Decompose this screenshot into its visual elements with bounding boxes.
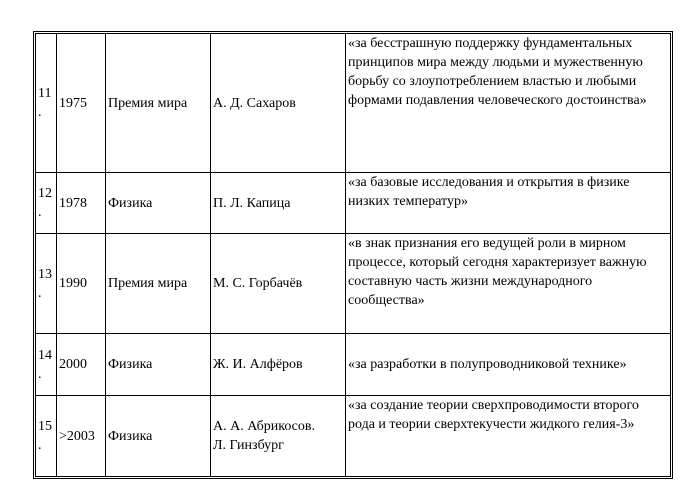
row-number-cell xyxy=(36,234,57,334)
year-cell: 1975 xyxy=(57,34,106,173)
row-number-dot: . xyxy=(38,285,42,301)
field-cell: Физика xyxy=(106,396,211,477)
field-cell: Премия мира xyxy=(106,234,211,334)
year-cell: 2000 xyxy=(57,334,106,396)
row-number-dot: . xyxy=(38,205,42,220)
motive-cell: «за бесстрашную поддержку фундаментальных принципов мира между людьми и мужественную борьбу со злоупотреблением властью и любыми формами подавления человеческого достоинства» xyxy=(346,34,671,173)
row-number-dot: . xyxy=(38,366,42,382)
table-row xyxy=(36,334,671,396)
nobel-laureates-table xyxy=(35,33,671,477)
table-row xyxy=(36,234,671,334)
row-number-cell xyxy=(36,173,57,234)
row-number: 14 xyxy=(38,347,52,363)
field-cell: Физика xyxy=(106,334,211,396)
field-cell: Премия мира xyxy=(106,34,211,173)
row-number: 13 xyxy=(38,266,52,282)
winner-cell: А. Д. Сахаров xyxy=(211,34,346,173)
row-number-cell xyxy=(36,34,57,173)
row-number: 15 xyxy=(38,419,52,434)
row-number-dot: . xyxy=(38,105,42,120)
winner-cell: Ж. И. Алфёров xyxy=(211,334,346,396)
motive-cell: «за создание теории сверхпроводимости второго рода и теории сверхтекучести жидкого гелия-3» xyxy=(346,396,671,477)
year-cell: 1990 xyxy=(57,234,106,334)
field-cell: Физика xyxy=(106,173,211,234)
row-number-dot: . xyxy=(38,438,42,453)
row-number-cell xyxy=(36,334,57,396)
winner-cell: П. Л. Капица xyxy=(211,173,346,234)
row-number: 11 xyxy=(38,86,52,101)
winner-name-first: А. А. Абрикосов. xyxy=(213,419,315,434)
row-number: 12 xyxy=(38,186,52,201)
table-row xyxy=(36,34,671,173)
table-row xyxy=(36,396,671,477)
year-cell: 1978 xyxy=(57,173,106,234)
table-row xyxy=(36,173,671,234)
winner-cell: М. С. Горбачёв xyxy=(211,234,346,334)
motive-cell: «за базовые исследования и открытия в физике низких температур» xyxy=(346,173,671,234)
motive-cell: «за разработки в полупроводниковой технике» xyxy=(346,334,671,396)
winner-cell xyxy=(211,396,346,477)
year-cell: >2003 xyxy=(57,396,106,477)
row-number-cell xyxy=(36,396,57,477)
motive-cell: «в знак признания его ведущей роли в мирном процессе, который сегодня характеризует важную составную часть жизни международного сообщества» xyxy=(346,234,671,334)
winner-name-second: Л. Гинзбург xyxy=(213,438,284,453)
